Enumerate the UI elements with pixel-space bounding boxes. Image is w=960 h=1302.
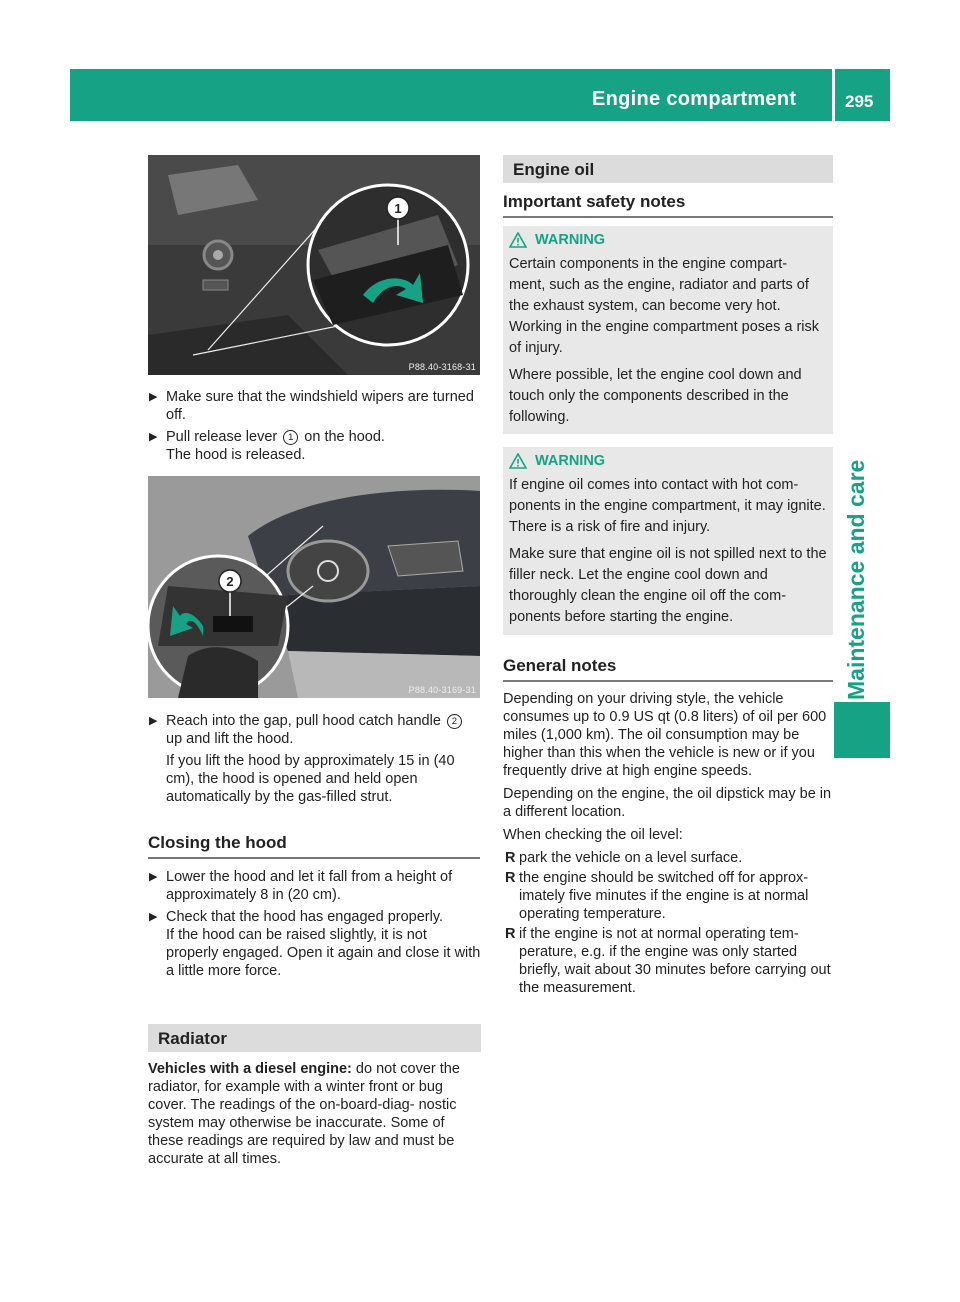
warning-label: WARNING xyxy=(535,453,606,469)
page-number: 295 xyxy=(845,92,874,111)
steps-open-hood-part2 xyxy=(148,712,481,806)
paragraph: When checking the oil level: xyxy=(503,827,683,843)
step-text: up and lift the hood. xyxy=(166,731,294,747)
step-arrow-icon: ▶ xyxy=(149,431,158,443)
list-item-text: the engine should be switched off for approx- imately five minutes if the engine is at normal operating temperature. xyxy=(519,870,809,922)
warning-box-oil-fire xyxy=(503,447,833,635)
step-item xyxy=(148,428,481,464)
step-text: Pull release lever xyxy=(166,429,278,445)
header-divider xyxy=(832,69,835,121)
general-notes-text xyxy=(503,690,833,997)
section-rule xyxy=(503,216,833,218)
section-rule xyxy=(148,857,480,859)
figure-hood-release-lever xyxy=(148,155,480,375)
warning-triangle-icon xyxy=(509,453,527,469)
figure1-callout: 1 xyxy=(394,201,402,216)
step-text: Reach into the gap, pull hood catch handle xyxy=(166,713,441,729)
bullet-marker: R xyxy=(505,850,516,866)
list-item xyxy=(503,925,833,997)
list-item xyxy=(503,869,833,923)
step-text: Check that the hood has engaged properly. xyxy=(166,909,444,925)
list-item-text: park the vehicle on a level surface. xyxy=(519,850,743,866)
figure2-code: P88.40-3169-31 xyxy=(408,685,476,695)
radiator-bold-lead: Vehicles with a diesel engine: xyxy=(148,1061,352,1077)
section-heading-closing-hood: Closing the hood xyxy=(148,833,287,852)
side-tab-label: Maintenance and care xyxy=(843,459,869,700)
step-arrow-icon: ▶ xyxy=(149,871,158,883)
step-item xyxy=(148,388,481,424)
paragraph: Depending on your driving style, the vehicle consumes up to 0.9 US qt (0.8 liters) of oil per 600 miles (1,000 km). The oil consumption may be higher than this when the vehicle is new or if you frequently drive at high engine speeds. xyxy=(503,691,827,779)
callout-number: 2 xyxy=(447,714,462,729)
subheading-general-notes: General notes xyxy=(503,656,617,675)
warning-label: WARNING xyxy=(535,232,606,248)
page-section-title: Engine compartment xyxy=(592,88,797,110)
step-arrow-icon: ▶ xyxy=(149,715,158,727)
warning-text: Certain components in the engine compart- ment, such as the engine, radiator and parts of the exhaust system, can become very hot. Working in the engine compartment poses a risk of injury. xyxy=(509,256,820,356)
figure1-code: P88.40-3168-31 xyxy=(408,362,476,372)
warning-triangle-icon xyxy=(509,232,527,248)
bullet-marker: R xyxy=(505,870,516,886)
warning-text: If engine oil comes into contact with hot com- ponents in the engine compartment, it may ignite. There is a risk of fire and injury. xyxy=(509,477,826,535)
figure-hood-catch-handle xyxy=(148,476,480,698)
step-result: If you lift the hood by approximately 15 in (40 cm), the hood is opened and held open automatically by the gas-filled strut. xyxy=(166,753,455,805)
list-item xyxy=(503,849,833,867)
step-item xyxy=(148,712,481,806)
steps-closing-hood xyxy=(148,868,481,980)
step-arrow-icon: ▶ xyxy=(149,911,158,923)
warning-heading xyxy=(509,453,827,469)
side-tab-marker xyxy=(834,702,890,758)
warning-box-hot-components xyxy=(503,226,833,434)
subheading-safety-notes: Important safety notes xyxy=(503,192,686,211)
step-result: If the hood can be raised slightly, it is not properly engaged. Open it again and close it with a little more force. xyxy=(166,927,481,979)
radiator-body: do not cover the radiator, for example with a winter front or bug cover. The readings of the on-board-diag- nostic system may otherwise be inaccurate. Some of these readings are required by law and must be accurate at all times. xyxy=(148,1061,460,1167)
warning-text: Where possible, let the engine cool down and touch only the components described in the following. xyxy=(509,367,802,425)
steps-open-hood-part1 xyxy=(148,388,481,464)
step-item xyxy=(148,908,481,980)
step-item xyxy=(148,868,481,904)
radiator-text xyxy=(148,1060,481,1168)
step-text: Make sure that the windshield wipers are turned off. xyxy=(166,389,474,423)
section-rule xyxy=(503,680,833,682)
figure2-callout: 2 xyxy=(226,574,234,589)
step-text: Lower the hood and let it fall from a height of approximately 8 in (20 cm). xyxy=(166,869,453,903)
step-arrow-icon: ▶ xyxy=(149,391,158,403)
paragraph: Depending on the engine, the oil dipstick may be in a different location. xyxy=(503,786,832,820)
step-result: The hood is released. xyxy=(166,447,306,463)
step-text: on the hood. xyxy=(304,429,385,445)
warning-text: Make sure that engine oil is not spilled next to the filler neck. Let the engine cool down and thoroughly clean the engine oil off the com- ponents before starting the engine. xyxy=(509,546,827,625)
callout-number: 1 xyxy=(283,430,298,445)
section-heading-radiator: Radiator xyxy=(148,1024,481,1052)
list-item-text: if the engine is not at normal operating tem- perature, e.g. if the engine was only started briefly, wait about 30 minutes before carrying out the measurement. xyxy=(519,926,831,996)
warning-heading xyxy=(509,232,827,248)
section-heading-engine-oil: Engine oil xyxy=(503,155,833,183)
bullet-marker: R xyxy=(505,926,516,942)
